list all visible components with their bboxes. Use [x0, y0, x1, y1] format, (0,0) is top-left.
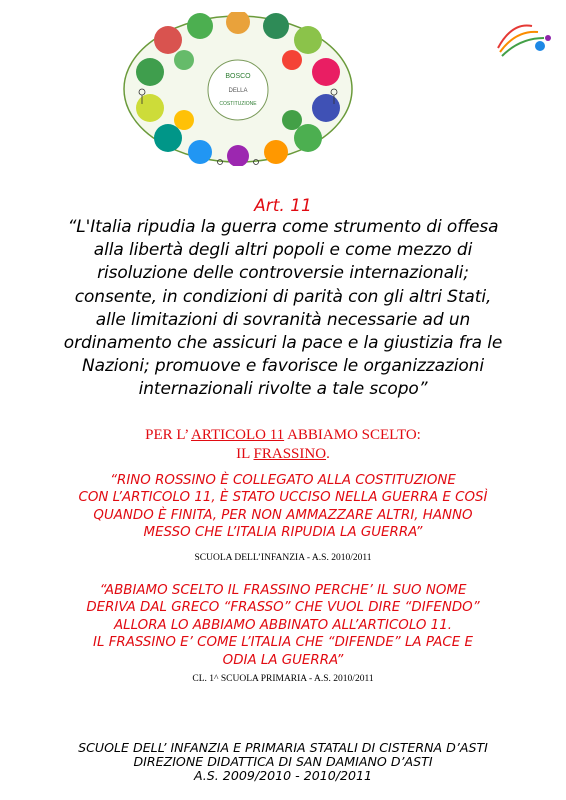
- footer-line: A.S. 2009/2010 - 2010/2011: [193, 768, 373, 784]
- article-link: ARTICOLO 11: [191, 427, 285, 443]
- article-line: ordinamento che assicuri la pace e la giustizia fra le: [63, 333, 503, 354]
- quote-line: MESSO CHE L’ITALIA RIPUDIA LA GUERRA”: [143, 525, 423, 541]
- tree-name: FRASSINO: [253, 446, 327, 462]
- quote-line: ALLORA LO ABBIAMO ABBINATO ALL’ARTICOLO 11.: [114, 617, 452, 633]
- article-line: Nazioni; promuove e favorisce le organizzazioni: [82, 356, 484, 377]
- article-line: alle limitazioni di sovranità necessarie ad un: [95, 309, 471, 330]
- emblem-text-della: DELLA: [228, 88, 248, 94]
- footer-line: DIREZIONE DIDATTICA DI SAN DAMIANO D’ASTI: [133, 754, 433, 770]
- heading-line-1: [0, 426, 566, 445]
- school-logo: [492, 18, 554, 58]
- heading-line-2: [0, 445, 566, 464]
- article-line: “L'Italia ripudia la guerra come strumento di offesa: [67, 217, 499, 237]
- quote-line: “ABBIAMO SCELTO IL FRASSINO PERCHE’ IL SUO NOME: [99, 583, 467, 598]
- bosco-costituzione-emblem: [120, 12, 356, 166]
- quote-line: DERIVA DAL GRECO “FRASSO” CHE VUOL DIRE “DIFENDO”: [86, 600, 480, 616]
- article-number: Art. 11: [254, 196, 312, 216]
- emblem-text-costituzione: COSTITUZIONE: [219, 101, 257, 107]
- infanzia-quote: [20, 472, 546, 542]
- article-text: [18, 216, 548, 402]
- heading-middle: ABBIAMO SCELTO:: [284, 427, 421, 443]
- primaria-quote: [20, 582, 546, 669]
- choice-heading: [0, 426, 566, 464]
- school-footer: [0, 741, 566, 784]
- heading-prefix: PER L’: [145, 427, 192, 443]
- quote-line: CON L’ARTICOLO 11, È STATO UCCISO NELLA GUERRA E COSÌ: [78, 490, 488, 506]
- quote-line: QUANDO È FINITA, PER NON AMMAZZARE ALTRI, HANNO: [93, 507, 473, 523]
- article-line: risoluzione delle controversie internazionali;: [97, 263, 469, 284]
- article-line: internazionali rivolte a tale scopo”: [138, 379, 428, 400]
- primaria-attribution: CL. 1^ SCUOLA PRIMARIA - A.S. 2010/2011: [192, 674, 374, 684]
- quote-line: “RINO ROSSINO È COLLEGATO ALLA COSTITUZIONE: [110, 473, 456, 488]
- article-line: consente, in condizioni di parità con gli altri Stati,: [74, 286, 492, 307]
- heading-prefix-2: IL: [236, 446, 254, 462]
- quote-line: IL FRASSINO E’ COME L’ITALIA CHE “DIFENDE” LA PACE E: [93, 635, 473, 651]
- heading-suffix: .: [326, 446, 330, 462]
- footer-line: SCUOLE DELL’ INFANZIA E PRIMARIA STATALI DI CISTERNA D’ASTI: [78, 740, 488, 755]
- infanzia-attribution: SCUOLA DELL’INFANZIA - A.S. 2010/2011: [194, 553, 372, 563]
- emblem-text-bosco: BOSCO: [225, 73, 251, 80]
- quote-line: ODIA LA GUERRA”: [222, 652, 344, 668]
- article-line: alla libertà degli altri popoli e come mezzo di: [93, 240, 473, 261]
